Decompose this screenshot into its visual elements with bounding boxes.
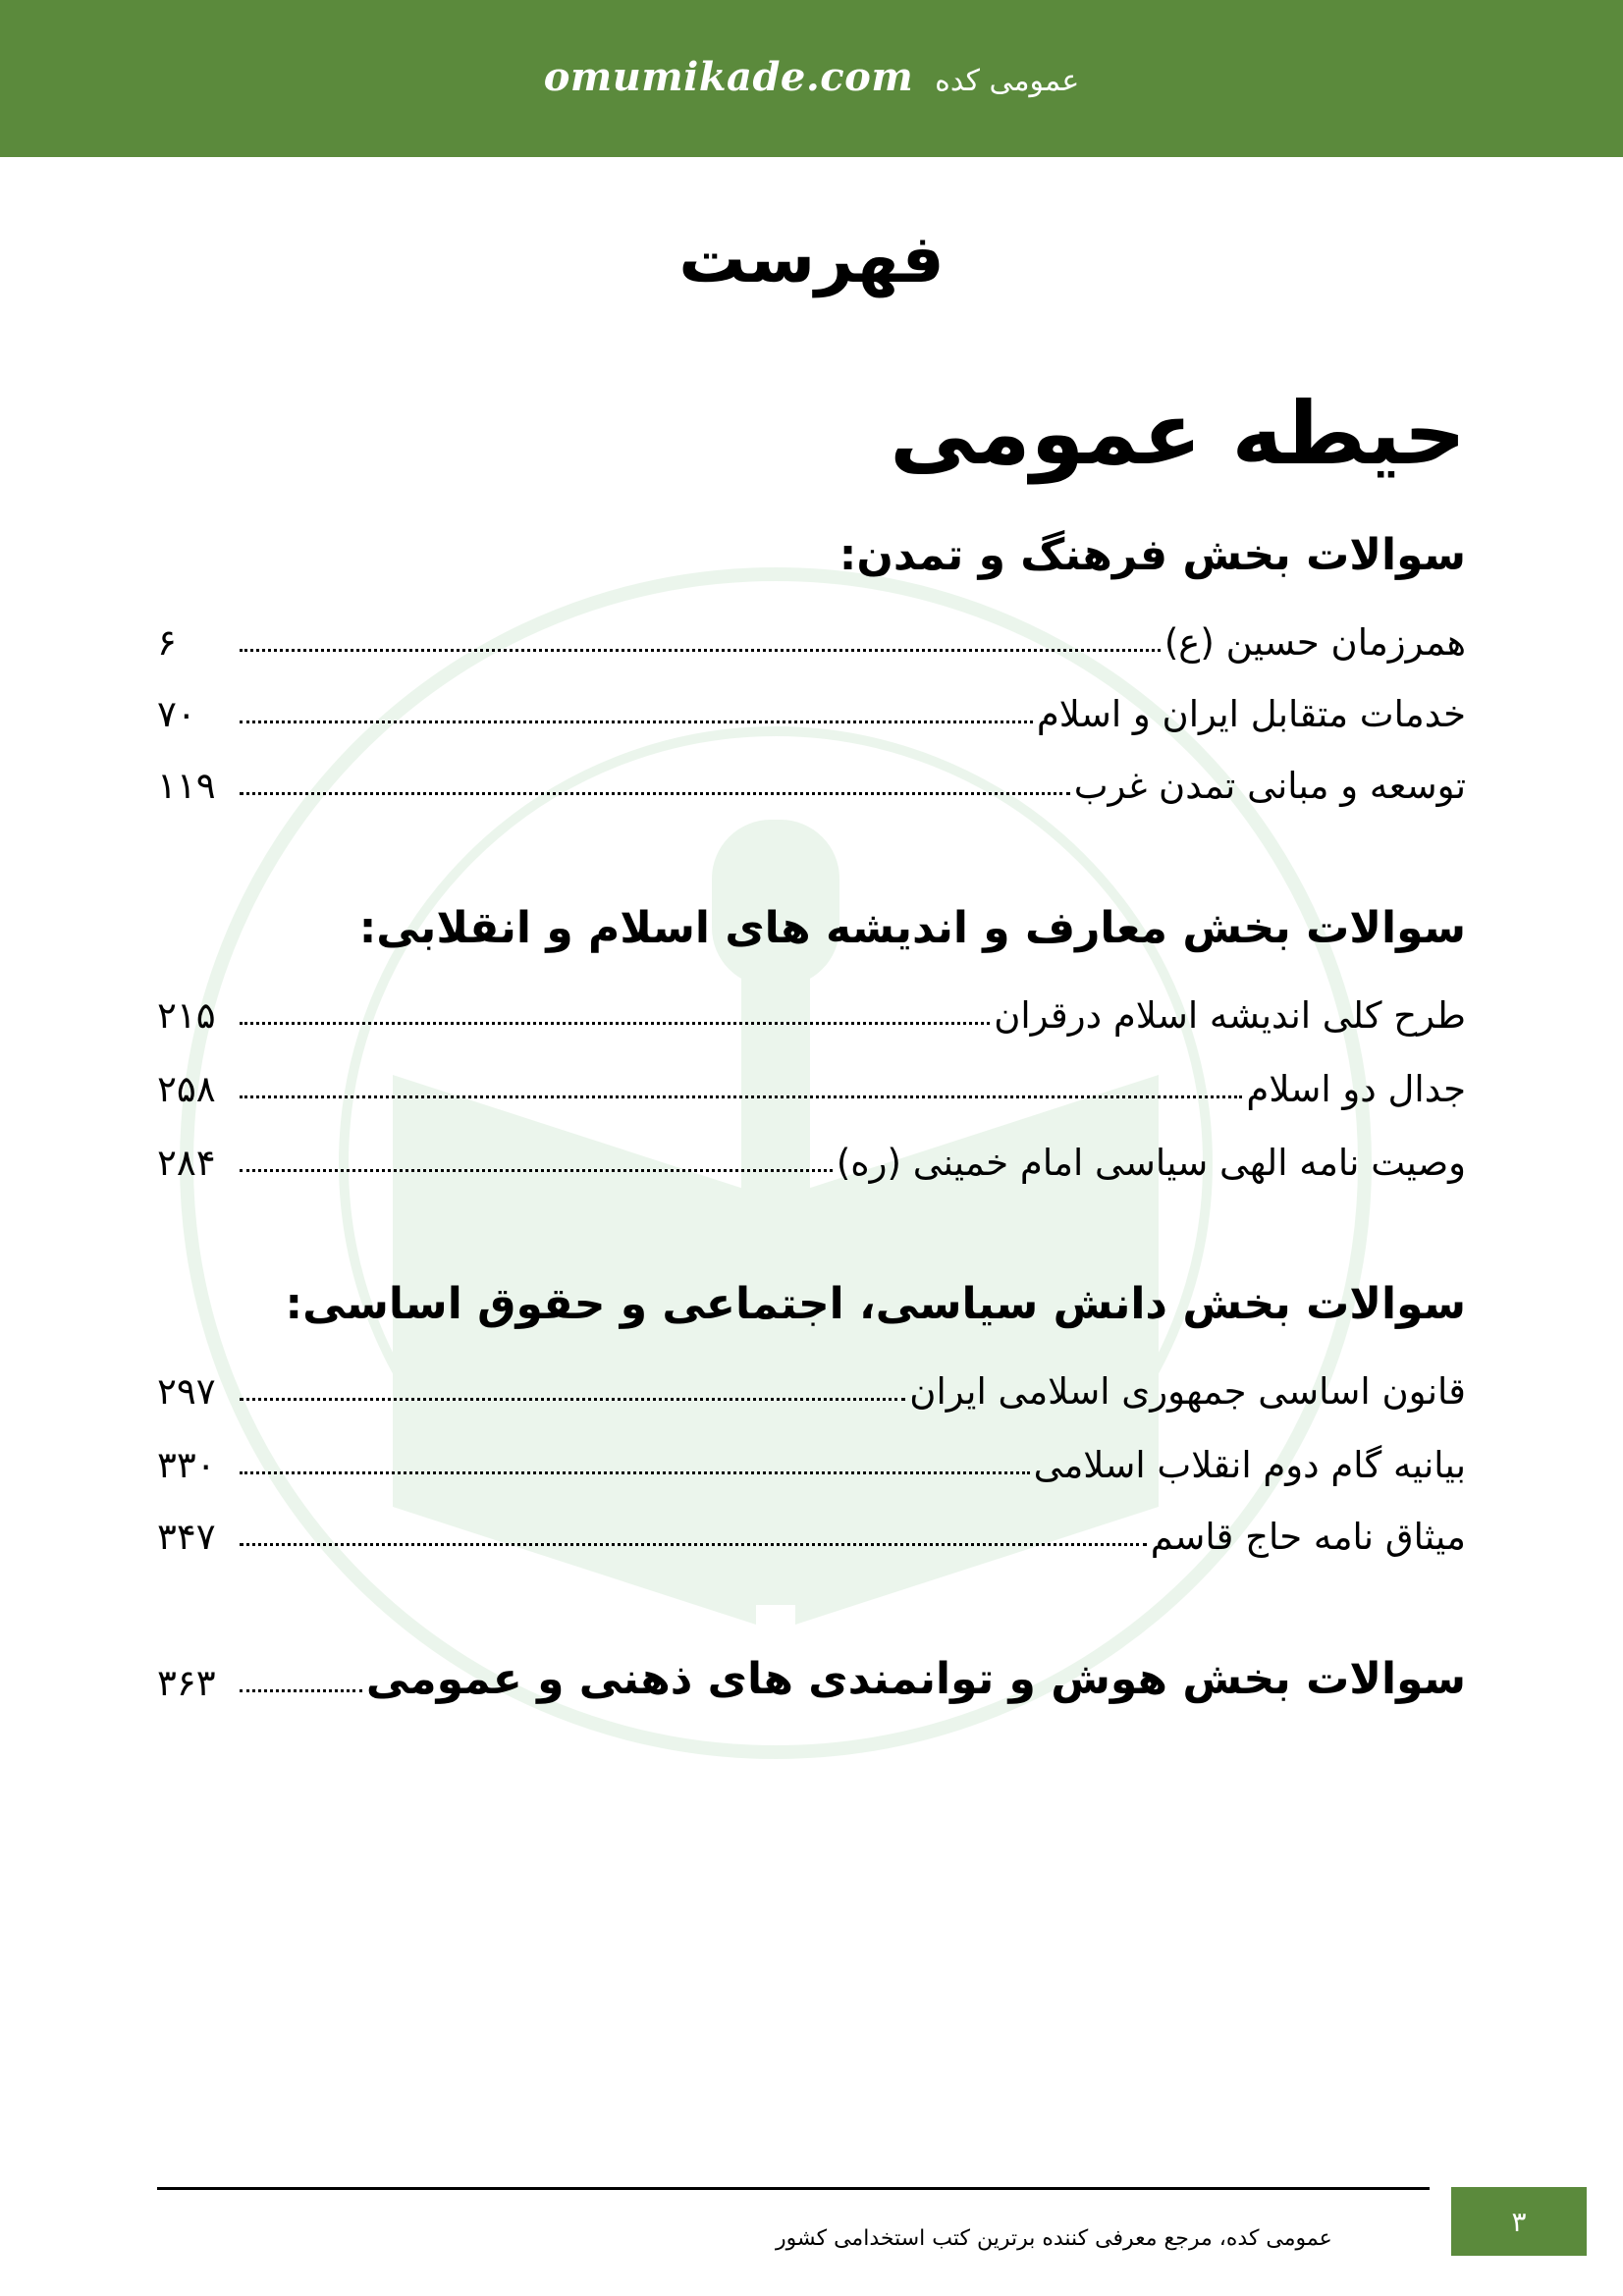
toc-entry[interactable]	[157, 982, 1466, 1037]
toc-entry-page: ۲۵۸	[157, 1068, 216, 1110]
toc-entry-label: بیانیه گام دوم انقلاب اسلامی	[1033, 1444, 1466, 1486]
toc-entry[interactable]	[157, 1431, 1466, 1486]
toc-entry-page: ۲۹۷	[157, 1370, 216, 1413]
toc-entry-label: توسعه و مبانی تمدن غرب	[1073, 765, 1466, 807]
page-header	[0, 0, 1623, 157]
footer-divider	[157, 2187, 1430, 2190]
toc-entry-page: ۲۱۵	[157, 994, 216, 1037]
section-title: سوالات بخش فرهنگ و تمدن:	[839, 530, 1466, 580]
site-url[interactable]: omumikade.com	[543, 53, 914, 100]
toc-leader-dots	[240, 1542, 1147, 1546]
page-title: فهرست	[678, 221, 945, 298]
toc-entry[interactable]	[157, 752, 1466, 807]
toc-leader-dots	[240, 720, 1033, 723]
page-number-badge	[1451, 2187, 1587, 2256]
toc-leader-dots	[240, 1168, 833, 1172]
toc-leader-dots	[240, 1021, 990, 1025]
toc-entry[interactable]	[157, 1503, 1466, 1558]
toc-leader-dots	[240, 791, 1070, 795]
domain-title: حیطه عمومی	[890, 383, 1466, 484]
toc-entry-label: سوالات بخش هوش و توانمندی های ذهنی و عمومی	[365, 1654, 1466, 1704]
toc-entry-label: همرزمان حسین (ع)	[1163, 621, 1466, 664]
toc-entry-label: خدمات متقابل ایران و اسلام	[1036, 693, 1466, 735]
toc-leader-dots	[240, 1688, 362, 1692]
section-title: سوالات بخش دانش سیاسی، اجتماعی و حقوق اساسی:	[285, 1279, 1466, 1329]
toc-leader-dots	[240, 1095, 1242, 1098]
toc-entry-label: قانون اساسی جمهوری اسلامی ایران	[909, 1370, 1466, 1413]
toc-entry-label: جدال دو اسلام	[1246, 1068, 1466, 1110]
toc-entry-page: ۱۱۹	[157, 765, 216, 807]
toc-entry-label: وصیت نامه الهی سیاسی امام خمینی (ره)	[836, 1142, 1466, 1184]
toc-entry[interactable]	[157, 1055, 1466, 1110]
toc-entry[interactable]	[157, 609, 1466, 664]
toc-entry-page: ۶	[157, 621, 177, 664]
toc-entry[interactable]	[157, 680, 1466, 735]
toc-entry-label: میثاق نامه حاج قاسم	[1150, 1516, 1466, 1558]
page-number: ۳	[1511, 2205, 1527, 2238]
toc-entry-page: ۳۶۳	[157, 1662, 216, 1704]
toc-leader-dots	[240, 1470, 1030, 1474]
toc-entry-page: ۲۸۴	[157, 1142, 216, 1184]
toc-entry-label: طرح کلی اندیشه اسلام درقران	[994, 994, 1466, 1037]
section-title: سوالات بخش معارف و اندیشه های اسلام و انقلابی:	[358, 903, 1466, 953]
toc-entry[interactable]	[157, 1129, 1466, 1184]
toc-entry-page: ۳۴۷	[157, 1516, 216, 1558]
footer-text: عمومی کده، مرجع معرفی کننده برترین کتب استخدامی کشور	[776, 2226, 1332, 2251]
toc-entry-final[interactable]	[157, 1641, 1466, 1704]
toc-entry[interactable]	[157, 1358, 1466, 1413]
toc-leader-dots	[240, 1397, 905, 1401]
site-name: عمومی کده	[935, 63, 1080, 98]
toc-entry-page: ۷۰	[157, 693, 196, 735]
toc-leader-dots	[240, 648, 1161, 652]
toc-entry-page: ۳۳۰	[157, 1444, 216, 1486]
